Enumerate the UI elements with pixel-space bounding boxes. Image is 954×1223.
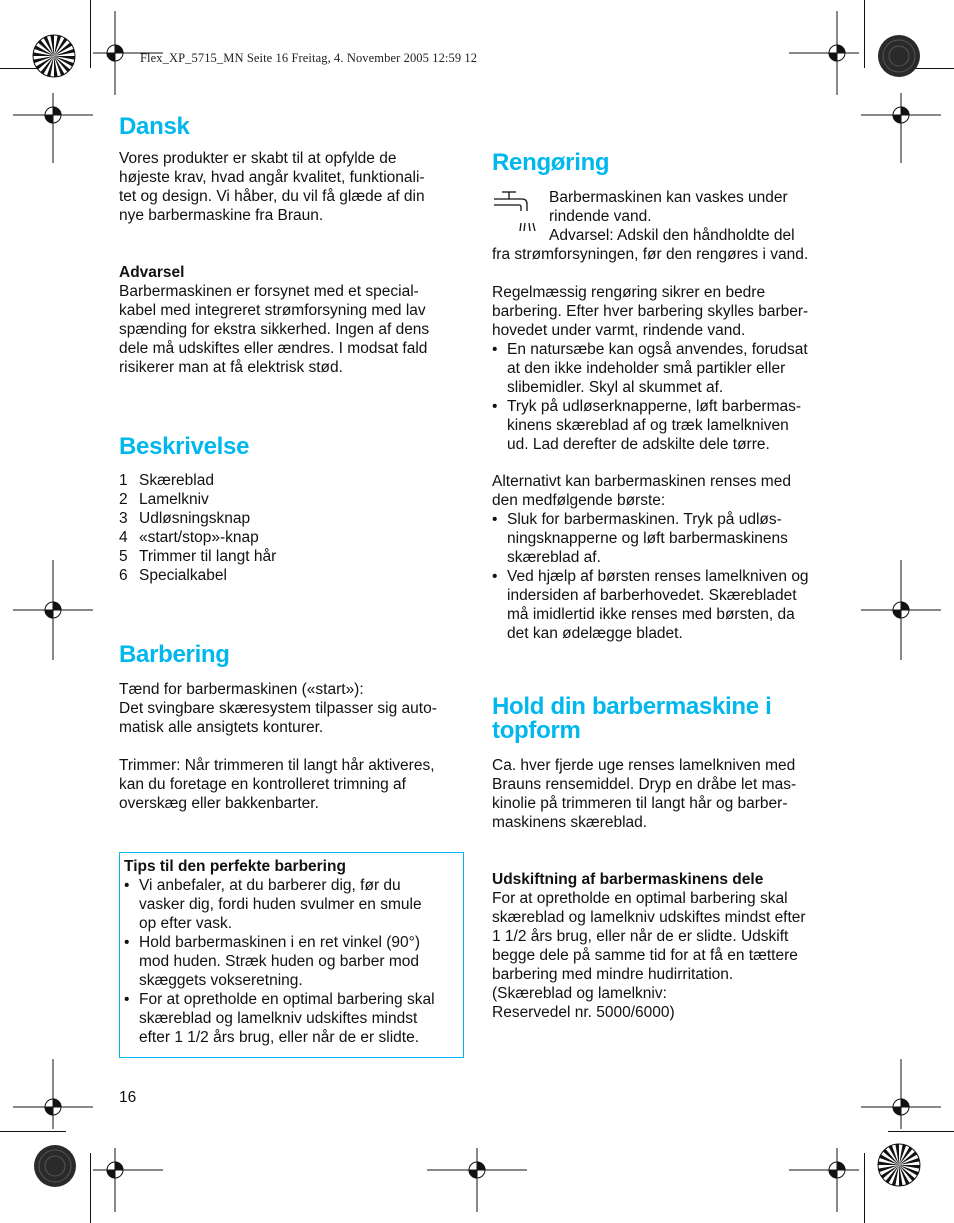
text-line: indersiden af barberhovedet. Skærebladet — [507, 587, 797, 604]
item-label: «start/stop»-knap — [139, 529, 259, 546]
text-line: hovedet under varmt, rindende vand. — [492, 322, 746, 339]
tips-content — [124, 857, 464, 1047]
text-line: Regelmæssig rengøring sikrer en bedre — [492, 284, 766, 301]
list-item — [119, 471, 464, 490]
list-item — [124, 990, 464, 1047]
item-number: 3 — [119, 510, 128, 527]
text-line: Barbermaskinen kan vaskes under — [549, 189, 788, 206]
text-line: Advarsel: Adskil den håndholdte del — [549, 227, 795, 244]
item-number: 4 — [119, 529, 128, 546]
heading-beskrivelse: Beskrivelse — [119, 433, 250, 460]
list-item — [124, 876, 464, 933]
text-line: ud. Lad derefter de adskilte dele tørre. — [507, 436, 770, 453]
maintenance-paragraph — [492, 756, 852, 832]
list-item — [492, 510, 852, 567]
item-number: 2 — [119, 491, 128, 508]
list-item — [119, 566, 464, 585]
text-line: overskæg eller bakkenbarter. — [119, 795, 319, 812]
text-line: Alternativt kan barbermaskinen renses med — [492, 473, 791, 490]
text-line: • For at opretholde en optimal barbering skal — [139, 991, 435, 1008]
intro-paragraph — [119, 149, 464, 225]
text-line: matisk alle ansigtets konturer. — [119, 719, 324, 736]
heading-line: topform — [492, 717, 581, 744]
item-number: 1 — [119, 472, 128, 489]
list-item — [492, 340, 852, 397]
registration-mark — [901, 610, 902, 611]
list-item — [119, 528, 464, 547]
text-line: højeste krav, hvad angår kvalitet, funktionali- — [119, 169, 425, 186]
density-target — [33, 1144, 77, 1188]
heading-line: Hold din barbermaskine i — [492, 693, 772, 720]
text-line: op efter vask. — [139, 915, 233, 932]
list-item — [492, 567, 852, 643]
item-number: 5 — [119, 548, 128, 565]
page-number: 16 — [119, 1089, 137, 1106]
text-line: at den ikke indeholder små partikler eller — [507, 360, 786, 377]
item-number: 6 — [119, 567, 128, 584]
registration-mark — [837, 53, 838, 54]
text-line: Brauns rensemiddel. Dryp en dråbe let mas- — [492, 776, 797, 793]
list-item — [119, 509, 464, 528]
density-target — [877, 34, 921, 78]
warning-section — [119, 263, 464, 377]
starburst-target — [877, 1143, 921, 1187]
item-label: Skæreblad — [139, 472, 214, 489]
cleaning-section — [492, 283, 852, 454]
starburst-target — [32, 34, 76, 78]
heading-dansk: Dansk — [119, 113, 190, 140]
heading-barbering: Barbering — [119, 641, 230, 668]
text-line: Tænd for barbermaskinen («start»): — [119, 681, 364, 698]
shaving-paragraph — [119, 680, 469, 737]
text-line: For at opretholde en optimal barbering skal — [492, 890, 788, 907]
print-slug: Flex_XP_5715_MN Seite 16 Freitag, 4. November 2005 12:59 12 — [140, 51, 478, 65]
registration-mark — [837, 1170, 838, 1171]
text-line: • Vi anbefaler, at du barberer dig, før du — [139, 877, 401, 894]
text-line: Vores produkter er skabt til at opfylde de — [119, 150, 397, 167]
list-item — [124, 933, 464, 990]
crop-mark — [90, 1153, 91, 1223]
text-line: vasker dig, fordi huden svulmer en smule — [139, 896, 422, 913]
text-line: Barbermaskinen er forsynet med et special- — [119, 283, 419, 300]
text-line: efter 1 1/2 års brug, eller når de er slidte. — [139, 1029, 420, 1046]
text-line: den medfølgende børste: — [492, 492, 666, 509]
text-line: det kan ødelægge bladet. — [507, 625, 683, 642]
text-line: • Sluk for barbermaskinen. Tryk på udløs- — [507, 511, 782, 528]
water-tap-icon — [492, 189, 540, 233]
wash-text-full — [492, 245, 852, 264]
text-line: tet og design. Vi håber, du vil få glæde af din — [119, 188, 425, 205]
list-item — [119, 547, 464, 566]
heading-rengoring: Rengøring — [492, 149, 610, 176]
text-line: barbering med mindre hudirritation. — [492, 966, 734, 983]
registration-mark — [477, 1170, 478, 1171]
text-line: nye barbermaskine fra Braun. — [119, 207, 324, 224]
replacement-title: Udskiftning af barbermaskinens dele — [492, 871, 764, 888]
text-line: Trimmer: Når trimmeren til langt hår aktiveres, — [119, 757, 435, 774]
text-line: • Hold barbermaskinen i en ret vinkel (90°) — [139, 934, 421, 951]
list-item — [119, 490, 464, 509]
trimmer-paragraph — [119, 756, 469, 813]
text-line: Reservedel nr. 5000/6000) — [492, 1004, 675, 1021]
wash-text — [549, 188, 849, 245]
brush-section — [492, 472, 852, 643]
registration-mark — [115, 53, 116, 54]
heading-hold-din-barbermaskine — [492, 695, 772, 743]
crop-mark — [888, 1131, 954, 1132]
text-line: slibemidler. Skyl al skummet af. — [507, 379, 724, 396]
text-line: Ca. hver fjerde uge renses lamelkniven med — [492, 757, 796, 774]
item-label: Lamelkniv — [139, 491, 209, 508]
text-line: barbering. Efter hver barbering skylles barber- — [492, 303, 809, 320]
text-line: 1 1/2 års brug, eller når de er slidte. Udskift — [492, 928, 789, 945]
list-item — [492, 397, 852, 454]
item-label: Trimmer til langt hår — [139, 548, 277, 565]
text-line: skæreblad og lamelkniv udskiftes mindst efter — [492, 909, 806, 926]
registration-mark — [53, 115, 54, 116]
text-line: må imidlertid ikke renses med børsten, da — [507, 606, 795, 623]
text-line: • Tryk på udløserknapperne, løft barbermas- — [507, 398, 802, 415]
text-line: kan du foretage en kontrolleret trimning af — [119, 776, 406, 793]
text-line: rindende vand. — [549, 208, 652, 225]
text-line: begge dele på samme tid for at få en tættere — [492, 947, 798, 964]
text-line: spænding for ekstra sikkerhed. Ingen af dens — [119, 321, 430, 338]
text-line: dele må udskiftes eller ændres. I modsat fald — [119, 340, 428, 357]
tips-title: Tips til den perfekte barbering — [124, 858, 346, 875]
text-line: skæreblad og lamelkniv udskiftes mindst — [139, 1010, 418, 1027]
text-line: skæreblad af. — [507, 549, 601, 566]
text-line: ningsknapperne og løft barbermaskinens — [507, 530, 788, 547]
warning-title: Advarsel — [119, 264, 185, 281]
registration-mark — [53, 610, 54, 611]
item-label: Udløsningsknap — [139, 510, 251, 527]
parts-list — [119, 471, 464, 585]
text-line: Det svingbare skæresystem tilpasser sig auto- — [119, 700, 437, 717]
registration-mark — [901, 115, 902, 116]
text-line: skæggets vokseretning. — [139, 972, 303, 989]
item-label: Specialkabel — [139, 567, 227, 584]
registration-mark — [901, 1107, 902, 1108]
crop-mark — [864, 0, 865, 68]
text-line: kabel med integreret strømforsyning med lav — [119, 302, 426, 319]
registration-mark — [53, 1107, 54, 1108]
text-line: risikerer man at få elektrisk stød. — [119, 359, 343, 376]
registration-mark — [115, 1170, 116, 1171]
text-line: kinolie på trimmeren til langt hår og barber- — [492, 795, 788, 812]
text-line: • Ved hjælp af børsten renses lamelkniven og — [507, 568, 809, 585]
text-line: (Skæreblad og lamelkniv: — [492, 985, 667, 1002]
text-line: mod huden. Stræk huden og barber mod — [139, 953, 420, 970]
replacement-section — [492, 870, 852, 1022]
text-line: • En natursæbe kan også anvendes, forudsat — [507, 341, 808, 358]
crop-mark — [90, 0, 91, 68]
text-line: fra strømforsyningen, før den rengøres i vand. — [492, 246, 809, 263]
text-line: kinens skæreblad af og træk lamelkniven — [507, 417, 789, 434]
crop-mark — [864, 1153, 865, 1223]
text-line: maskinens skæreblad. — [492, 814, 648, 831]
crop-mark — [0, 1131, 66, 1132]
